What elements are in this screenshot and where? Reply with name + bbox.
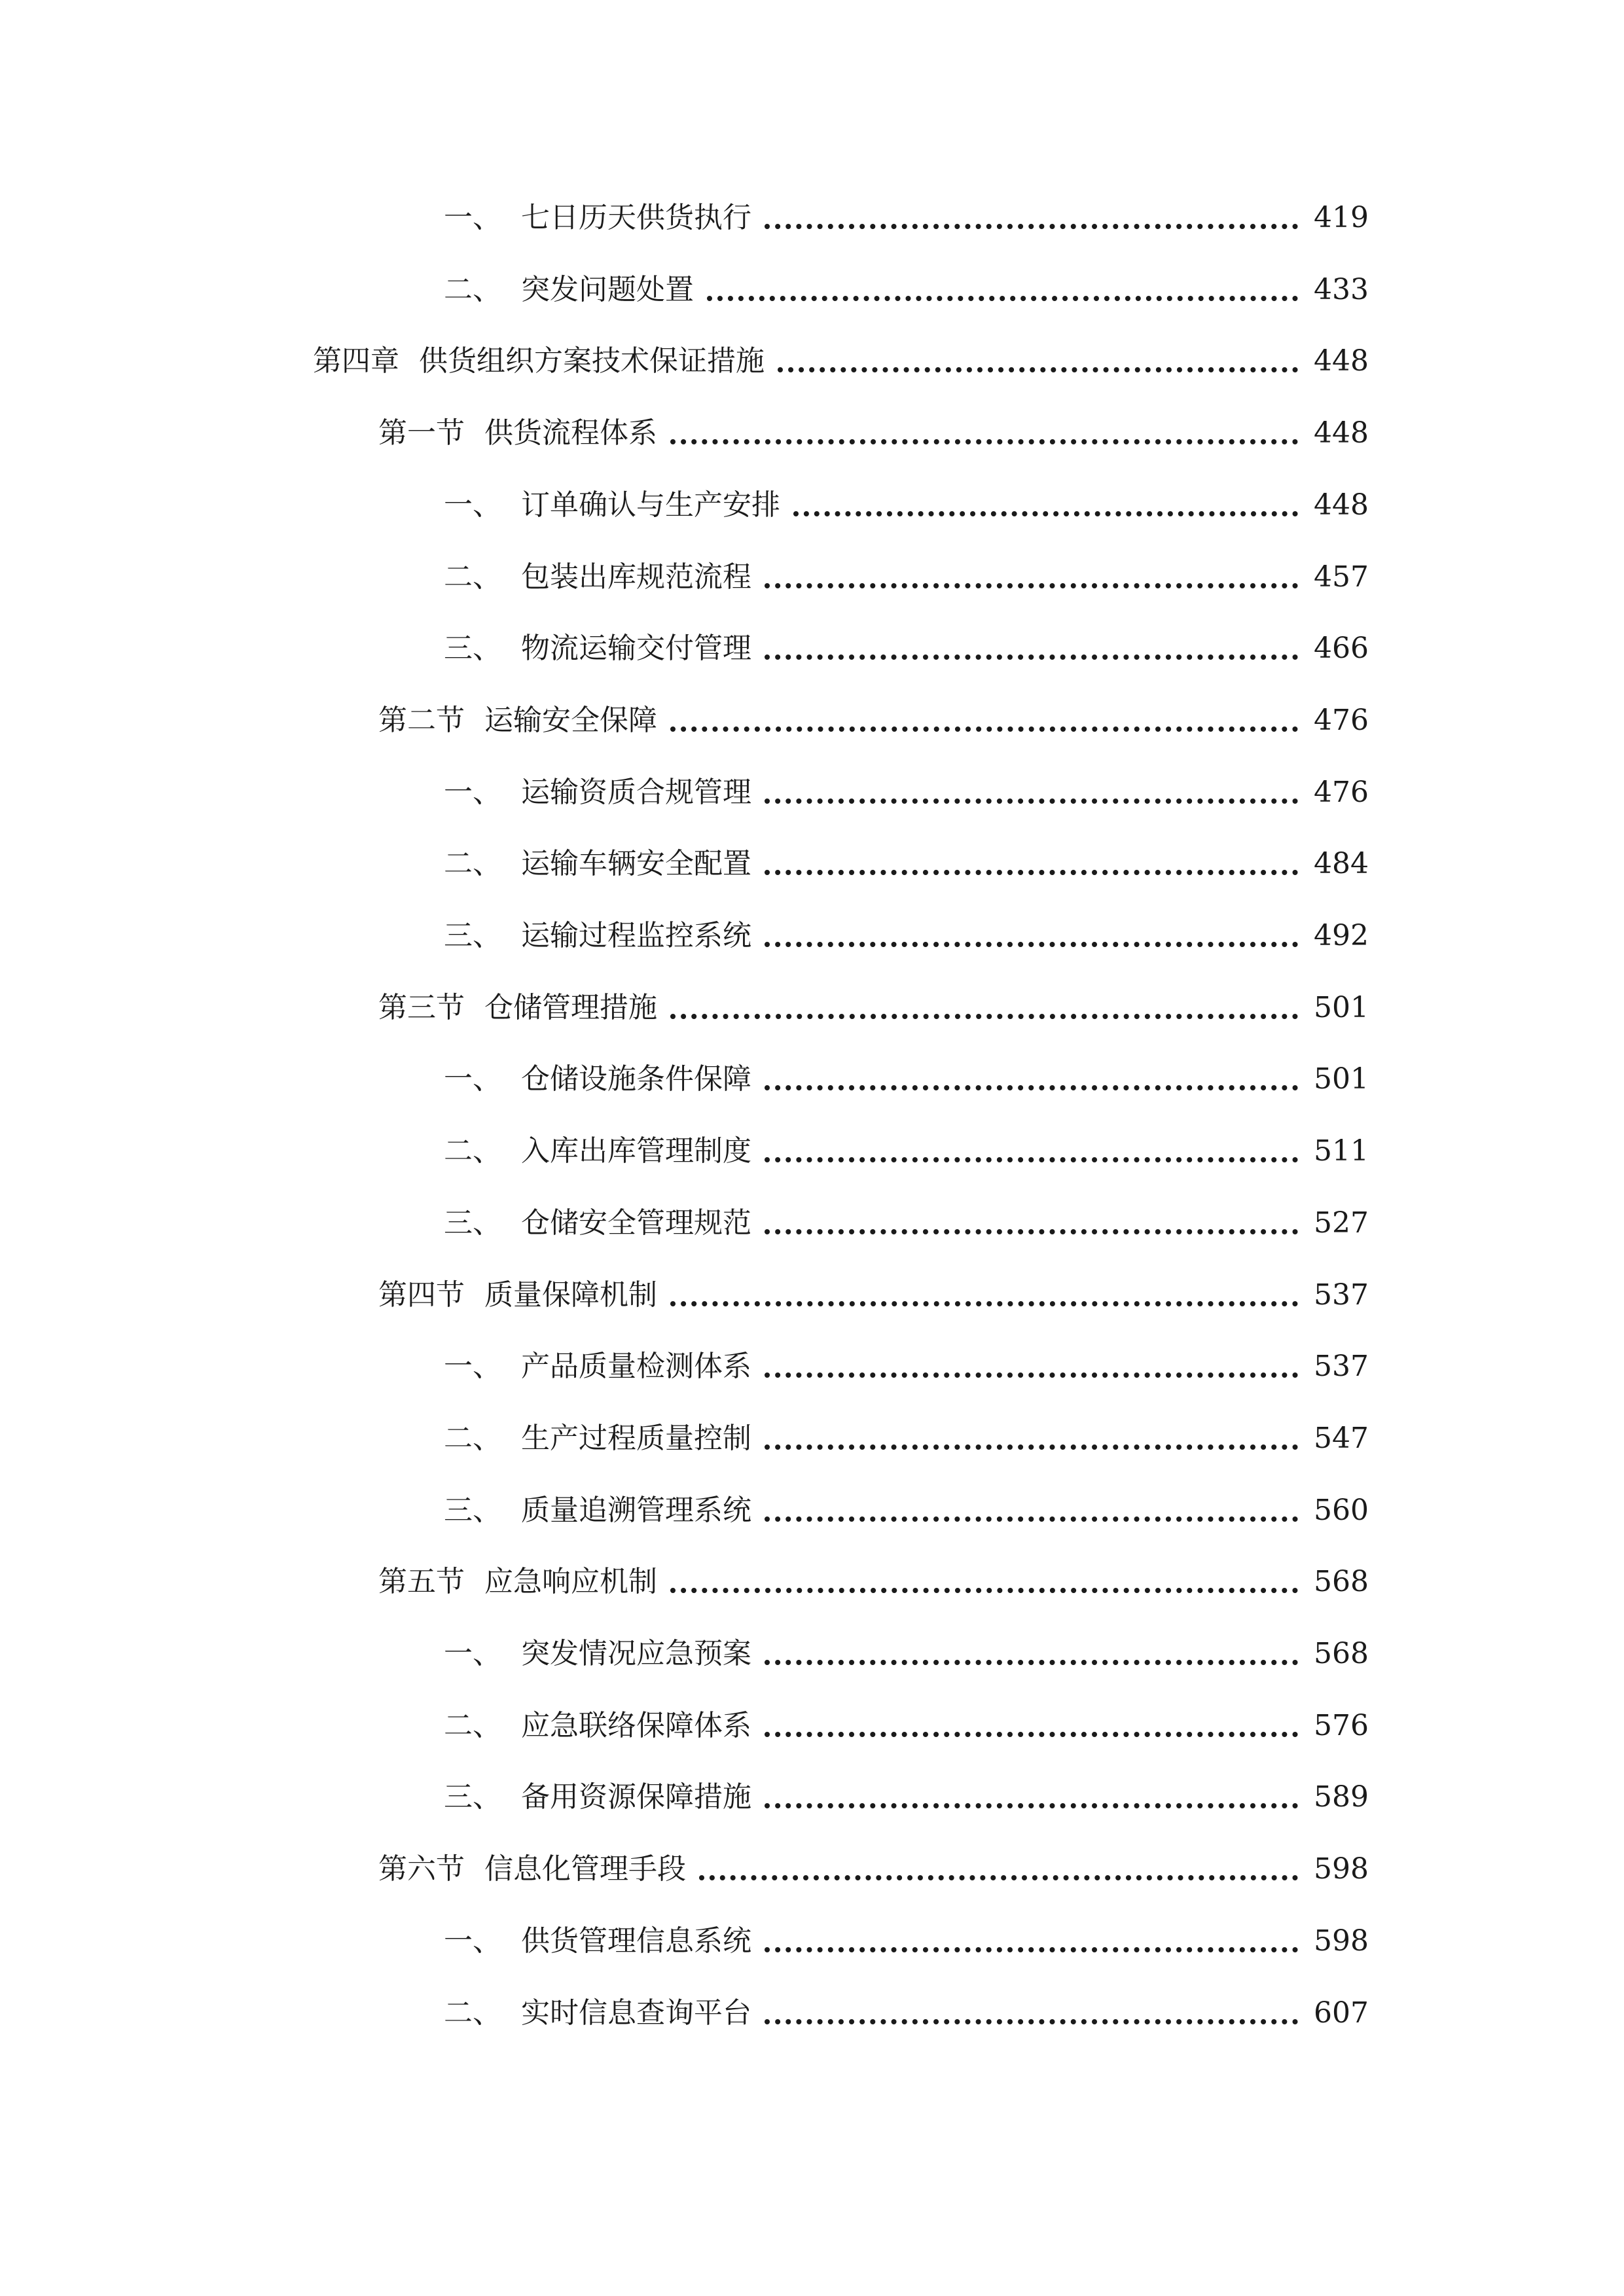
toc-page-number: 419 [1314,201,1369,234]
toc-entry-number: 第二节 [378,703,465,737]
toc-entry-title: 供货流程体系 [484,416,657,450]
toc-dot-leader [778,367,1298,372]
toc-dot-leader [699,1875,1298,1880]
toc-dot-leader [765,1085,1298,1090]
toc-dot-leader [765,1803,1298,1808]
toc-page-number: 501 [1314,1062,1369,1096]
toc-entry-number: 二、 [444,1996,501,2030]
toc-page-number: 476 [1314,775,1369,809]
toc-entry-text [444,195,751,241]
toc-entry-text [444,1344,751,1390]
toc-dot-leader [765,655,1298,660]
toc-entry-text [378,1272,657,1318]
toc-dot-leader [765,798,1298,804]
toc-page-number: 607 [1314,1996,1369,2030]
toc-entry-title: 物流运输交付管理 [521,632,751,666]
toc-entry-text [444,626,751,672]
toc-entry[interactable] [0,267,1624,313]
toc-entry[interactable] [0,1128,1624,1174]
toc-entry-title: 备用资源保障措施 [521,1780,751,1814]
toc-page-number: 466 [1314,632,1369,666]
toc-entry-number: 一、 [444,1924,501,1958]
toc-entry-number: 第四章 [313,344,399,378]
toc-entry-text [378,1559,657,1605]
toc-page-number: 527 [1314,1206,1369,1240]
toc-page-number: 484 [1314,847,1369,881]
toc-entry-number: 二、 [444,560,501,594]
toc-page-number: 448 [1314,416,1369,450]
toc-page-number: 598 [1314,1852,1369,1886]
toc-entry[interactable] [0,554,1624,600]
toc-entry-text [444,1631,751,1677]
toc-page-number: 501 [1314,990,1369,1024]
toc-entry-text [444,1488,751,1534]
toc-entry-text [444,554,751,600]
toc-entry-text [444,1200,751,1246]
toc-dot-leader [765,1372,1298,1378]
toc-page-number: 589 [1314,1780,1369,1814]
toc-page-number: 511 [1314,1134,1369,1168]
toc-dot-leader [765,1516,1298,1522]
toc-entry[interactable] [0,1200,1624,1246]
toc-page-number: 568 [1314,1565,1369,1599]
toc-entry[interactable] [0,1774,1624,1820]
toc-dot-leader [765,1947,1298,1952]
toc-entry[interactable] [0,1416,1624,1462]
toc-entry[interactable] [0,1846,1624,1892]
toc-entry-title: 七日历天供货执行 [521,201,751,234]
toc-dot-leader [707,296,1298,301]
toc-entry-title: 运输安全保障 [484,703,657,737]
toc-page-number: 547 [1314,1421,1369,1455]
toc-entry-text [444,1056,751,1102]
toc-page-number: 598 [1314,1924,1369,1958]
toc-entry-number: 第四节 [378,1278,465,1312]
toc-entry-text [444,770,751,816]
toc-entry-title: 应急响应机制 [484,1565,657,1599]
toc-entry-title: 运输资质合规管理 [521,775,751,809]
toc-entry-title: 突发情况应急预案 [521,1637,751,1670]
toc-entry[interactable] [0,1488,1624,1534]
toc-dot-leader [765,224,1298,229]
toc-entry[interactable] [0,1056,1624,1102]
toc-entry-number: 一、 [444,488,501,522]
toc-dot-leader [670,1301,1298,1306]
toc-entry-text [378,1846,686,1892]
toc-entry-text [444,1416,751,1462]
toc-entry-title: 实时信息查询平台 [521,1996,751,2030]
toc-entry-text [444,913,751,959]
toc-dot-leader [765,1229,1298,1234]
toc-page-number: 568 [1314,1637,1369,1670]
toc-dot-leader [793,511,1298,516]
toc-dot-leader [765,1157,1298,1162]
toc-entry-title: 信息化管理手段 [484,1852,686,1886]
toc-page-number: 537 [1314,1278,1369,1312]
toc-entry-title: 入库出库管理制度 [521,1134,751,1168]
toc-entry-number: 二、 [444,1134,501,1168]
toc-entry[interactable] [0,410,1624,456]
toc-page-number: 457 [1314,560,1369,594]
toc-dot-leader [765,870,1298,875]
toc-entry-title: 质量保障机制 [484,1278,657,1312]
toc-entry-title: 质量追溯管理系统 [521,1493,751,1527]
toc-entry-title: 仓储设施条件保障 [521,1062,751,1096]
toc-entry-text [444,1703,751,1749]
toc-entry[interactable] [0,1918,1624,1964]
toc-entry-number: 第三节 [378,990,465,1024]
toc-entry-number: 第六节 [378,1852,465,1886]
toc-page-number: 448 [1314,488,1369,522]
toc-entry-text [378,985,657,1031]
toc-entry[interactable] [0,1344,1624,1390]
toc-page-number: 492 [1314,919,1369,952]
toc-entry-text [444,482,780,528]
toc-page-number: 433 [1314,272,1369,306]
toc-entry[interactable] [0,841,1624,887]
toc-page-number: 476 [1314,703,1369,737]
toc-entry-text [444,1918,751,1964]
toc-entry-number: 二、 [444,1421,501,1455]
toc-entry-text [444,1774,751,1820]
toc-entry[interactable] [0,985,1624,1031]
toc-entry-title: 供货管理信息系统 [521,1924,751,1958]
toc-page-number: 576 [1314,1708,1369,1742]
toc-entry[interactable] [0,1559,1624,1605]
toc-entry[interactable] [0,770,1624,816]
toc-entry-number: 三、 [444,1780,501,1814]
toc-entry-text [444,841,751,887]
toc-entry[interactable] [0,1703,1624,1749]
toc-entry[interactable] [0,626,1624,672]
toc-dot-leader [765,1444,1298,1450]
toc-entry-text [378,698,657,744]
toc-page-number: 448 [1314,344,1369,378]
toc-entry-text [313,338,765,384]
toc-entry[interactable] [0,913,1624,959]
toc-entry-number: 三、 [444,1206,501,1240]
toc-entry-title: 供货组织方案技术保证措施 [419,344,765,378]
toc-entry-title: 运输过程监控系统 [521,919,751,952]
toc-entry-title: 应急联络保障体系 [521,1708,751,1742]
toc-dot-leader [765,1660,1298,1665]
toc-page-number: 537 [1314,1350,1369,1384]
toc-entry-number: 三、 [444,632,501,666]
toc-entry-number: 第一节 [378,416,465,450]
toc-entry-title: 运输车辆安全配置 [521,847,751,881]
toc-entry[interactable] [0,698,1624,744]
toc-dot-leader [765,942,1298,947]
toc-entry[interactable] [0,195,1624,241]
toc-entry-number: 二、 [444,1708,501,1742]
toc-entry-title: 订单确认与生产安排 [521,488,780,522]
toc-dot-leader [670,1588,1298,1593]
toc-entry[interactable] [0,1990,1624,2036]
toc-entry-title: 仓储管理措施 [484,990,657,1024]
toc-entry-number: 一、 [444,1350,501,1384]
toc-entry-number: 第五节 [378,1565,465,1599]
toc-entry-text [444,1128,751,1174]
toc-entry-number: 二、 [444,847,501,881]
toc-entry-number: 三、 [444,1493,501,1527]
toc-dot-leader [670,726,1298,732]
toc-entry[interactable] [0,482,1624,528]
toc-entry[interactable] [0,338,1624,384]
toc-entry-number: 一、 [444,1062,501,1096]
toc-dot-leader [765,583,1298,588]
toc-dot-leader [670,1014,1298,1019]
toc-entry-number: 一、 [444,775,501,809]
toc-dot-leader [765,1732,1298,1737]
toc-entry[interactable] [0,1631,1624,1677]
toc-entry-text [378,410,657,456]
toc-entry-number: 三、 [444,919,501,952]
toc-entry-title: 仓储安全管理规范 [521,1206,751,1240]
toc-entry-text [444,1990,751,2036]
toc-dot-leader [670,439,1298,444]
toc-dot-leader [765,2019,1298,2024]
toc-entry[interactable] [0,1272,1624,1318]
toc-entry-text [444,267,694,313]
toc-entry-title: 产品质量检测体系 [521,1350,751,1384]
toc-entry-title: 突发问题处置 [521,272,694,306]
toc-entry-title: 包装出库规范流程 [521,560,751,594]
toc-page-number: 560 [1314,1493,1369,1527]
toc-entry-number: 一、 [444,201,501,234]
toc-entry-number: 二、 [444,272,501,306]
toc-entry-number: 一、 [444,1637,501,1670]
toc-entry-title: 生产过程质量控制 [521,1421,751,1455]
